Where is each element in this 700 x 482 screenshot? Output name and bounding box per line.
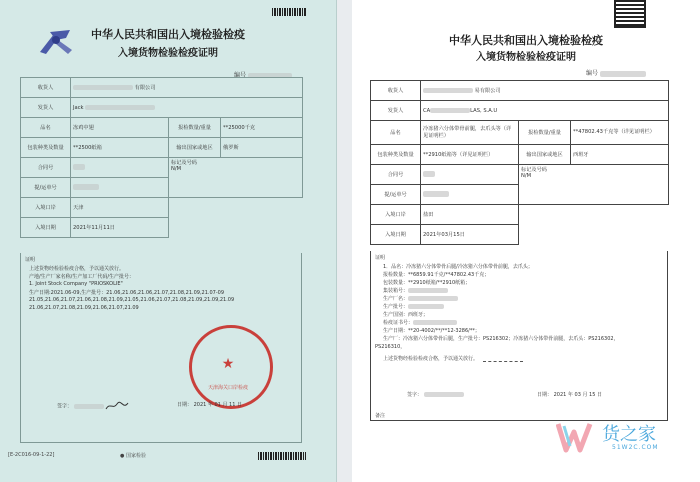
notes-box [370,251,668,421]
notes-line: 生产国别：西班牙； [383,312,429,318]
marks-value: N/M [171,166,182,172]
consignor-label: 发货人 [21,98,71,118]
entry-date-value: 2021年03月15日 [421,225,519,245]
goods-name-value: 冻鸡中翅 [71,118,169,138]
consignor-value: CA LAS, S.A.U [421,101,669,121]
weight-label: 报检数量/重量 [169,118,221,138]
notes-line: 生产日期:2021.06-09,生产批号：21.06,21.06,21.06,21.07,21.08,21.09,21.07-09 [29,290,225,296]
marks-value: N/M [521,173,532,179]
marks-label: 标记及号码 [171,160,197,166]
entry-date-label: 入境日期 [371,225,421,245]
origin-value: 俄罗斯 [221,138,303,158]
date-row: 日期： 2021 年 03 月 15 日 [537,392,603,398]
certificate-subtitle: 入境货物检验检疫证明 [476,52,576,63]
notes-line: 生产厂：冷冻猪六分体带骨后腿，生产批号：PS216302；冷冻猪六分体带骨前腿，去爪头：PS216302， [383,336,619,342]
bl-value [71,178,169,198]
contract-value [71,158,169,178]
notes-line: 生产厂名： [383,295,458,302]
official-stamp [189,325,273,409]
notes-label: 证明 [25,257,36,263]
bl-value [421,185,519,205]
notes-line: 1. Joint Stock Company "PRIOSKOLIE" [29,281,123,287]
certificate-number: 编号 [586,68,646,77]
watermark-text: 货之家 [602,424,656,445]
left-certificate [0,0,337,482]
qr-code [614,0,646,28]
watermark-url: 51W2C.COM [612,444,659,451]
entry-port-value: 天津 [71,198,169,218]
entry-date-label: 入境日期 [21,218,71,238]
package-value: **2500纸箱 [71,138,169,158]
notes-line: 包装数量：**2910纸箱/**2910纸箱； [383,280,471,286]
certificate-table [20,77,303,238]
marks-label: 标记及号码 [521,167,547,173]
notes-line: 产地/生产厂家名称/生产加工厂代码/生产批号： [29,274,135,280]
redacted-stamp-area [483,361,523,362]
bl-label: 提/运单号 [371,185,421,205]
consignee-label: 收货人 [21,78,71,98]
goods-name-label: 品名 [21,118,71,138]
signature-row: 签字： [407,391,464,398]
form-code: [E-2C016-09-1-22] [8,452,55,458]
watermark-logo [556,418,696,458]
consignor-label: 发货人 [371,101,421,121]
package-value: **2910纸箱等（详见证明栏） [421,145,519,165]
signature-row: 签字： [57,401,129,411]
notes-line: 21.05,21.06,21.07,21.06,21.08,21.09,21.05,21.06,21.07,21.08,21.09,21.09,21.09 [29,297,235,303]
certificate-title: 中华人民共和国出入境检验检疫 [91,28,245,41]
certificate-number: 编号 [234,70,292,79]
weight-label: 报检数量/重量 [519,121,571,145]
notes-line: PS216310， [375,344,406,350]
origin-value: 西班牙 [571,145,669,165]
notes-line: 生产日期：**20-4002/**/**12-3286/**； [383,328,480,334]
goods-name-label: 品名 [371,121,421,145]
contract-label: 合同号 [371,165,421,185]
notes-line: 集装箱号： [383,287,448,294]
entry-port-label: 入境口岸 [371,205,421,225]
notes-line: 21.06,21.07,21.08,21.09,21.06,21.07,21.09 [29,305,139,311]
entry-date-value: 2021年11月11日 [71,218,169,238]
top-barcode [272,8,306,16]
package-label: 包装种类及数量 [371,145,421,165]
notes-label: 证明 [375,255,386,261]
notes-line: 检疫证书号： [383,319,457,326]
bottom-barcode [258,452,306,460]
weight-value: **47802.43千克等（详见证明栏） [571,121,669,145]
marks-cell [519,165,669,205]
entry-port-label: 入境口岸 [21,198,71,218]
consignee-value: 有限公司 [71,78,303,98]
stamp-text: 天津海关口岸检疫 [207,385,248,391]
consignor-value: Jack [71,98,303,118]
svg-text:★: ★ [221,356,235,372]
notes-line: 上述货物经检验检疫合格，予以通关放行。 [29,266,125,272]
consignee-value: 易有限公司 [421,81,669,101]
notes-line: 上述货物经检验检疫合格，予以通关放行。 [383,356,479,362]
marks-cell [169,158,303,198]
notes-line: 生产批号： [383,303,444,310]
right-certificate [352,0,700,482]
weight-value: **25000千克 [221,118,303,138]
goods-name-value: 冷冻猪六分体带骨前腿，去爪头等（详见证明栏） [421,121,519,145]
entry-port-value: 盐田 [421,205,519,225]
w-logo-icon [556,420,596,454]
remarks-label: 备注 [375,413,386,419]
contract-value [421,165,519,185]
contract-label: 合同号 [21,158,71,178]
certificate-title: 中华人民共和国出入境检验检疫 [449,34,603,47]
footer-label: ● 国家检验 [120,453,146,459]
notes-line: 1．品名：冷冻猪六分体带骨后腿/冷冻猪六分体带骨前腿，去爪头； [383,264,533,270]
date-row: 日期： 2021 年 01 月 11 日 [177,402,243,408]
package-label: 包装种类及数量 [21,138,71,158]
notes-line: 报检数量：**6859.91千克/**47802.43千克； [383,272,490,278]
origin-label: 输出国家或地区 [169,138,221,158]
bl-label: 提/运单号 [21,178,71,198]
origin-label: 输出国家或地区 [519,145,571,165]
signature-icon [105,401,129,411]
certificate-table [370,80,669,245]
notes-box [20,253,302,443]
consignee-label: 收货人 [371,81,421,101]
certificate-subtitle: 入境货物检验检疫证明 [118,48,218,59]
